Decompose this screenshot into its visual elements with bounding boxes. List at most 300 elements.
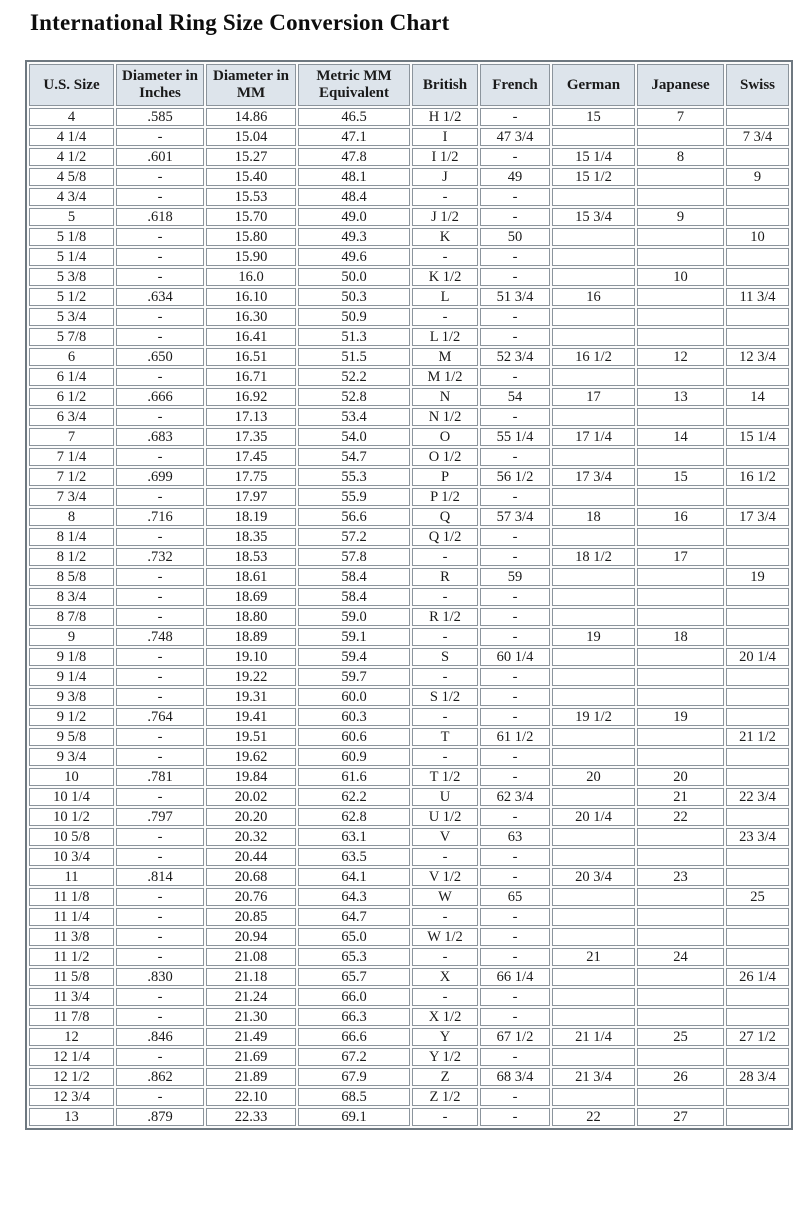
cell-us-size: 11 5/8 bbox=[29, 968, 114, 986]
cell-us-size: 5 3/8 bbox=[29, 268, 114, 286]
cell-diameter-mm: 17.75 bbox=[206, 468, 296, 486]
cell-german bbox=[552, 828, 635, 846]
cell-german: 21 bbox=[552, 948, 635, 966]
cell-british: Z bbox=[412, 1068, 478, 1086]
cell-diameter-mm: 17.45 bbox=[206, 448, 296, 466]
cell-german: 21 1/4 bbox=[552, 1028, 635, 1046]
cell-us-size: 5 7/8 bbox=[29, 328, 114, 346]
cell-metric-mm-equivalent: 59.4 bbox=[298, 648, 410, 666]
cell-us-size: 9 1/2 bbox=[29, 708, 114, 726]
cell-german: 17 bbox=[552, 388, 635, 406]
cell-french: 61 1/2 bbox=[480, 728, 550, 746]
cell-diameter-inches: .732 bbox=[116, 548, 204, 566]
cell-japanese: 27 bbox=[637, 1108, 724, 1126]
cell-french: - bbox=[480, 408, 550, 426]
cell-german: 21 3/4 bbox=[552, 1068, 635, 1086]
cell-german: 20 3/4 bbox=[552, 868, 635, 886]
cell-french: 59 bbox=[480, 568, 550, 586]
cell-diameter-inches: .601 bbox=[116, 148, 204, 166]
cell-diameter-mm: 17.35 bbox=[206, 428, 296, 446]
cell-us-size: 4 1/4 bbox=[29, 128, 114, 146]
cell-british: - bbox=[412, 188, 478, 206]
cell-metric-mm-equivalent: 47.8 bbox=[298, 148, 410, 166]
cell-british: J 1/2 bbox=[412, 208, 478, 226]
table-row bbox=[29, 208, 789, 226]
cell-french: - bbox=[480, 488, 550, 506]
table-row bbox=[29, 708, 789, 726]
cell-british: X 1/2 bbox=[412, 1008, 478, 1026]
cell-swiss bbox=[726, 708, 789, 726]
cell-french: 56 1/2 bbox=[480, 468, 550, 486]
cell-diameter-mm: 18.80 bbox=[206, 608, 296, 626]
cell-metric-mm-equivalent: 55.3 bbox=[298, 468, 410, 486]
cell-german bbox=[552, 608, 635, 626]
cell-japanese bbox=[637, 648, 724, 666]
cell-french: - bbox=[480, 548, 550, 566]
cell-japanese bbox=[637, 668, 724, 686]
cell-british: R bbox=[412, 568, 478, 586]
cell-diameter-mm: 19.22 bbox=[206, 668, 296, 686]
cell-diameter-inches: - bbox=[116, 1088, 204, 1106]
cell-japanese: 21 bbox=[637, 788, 724, 806]
table-row bbox=[29, 288, 789, 306]
cell-metric-mm-equivalent: 49.3 bbox=[298, 228, 410, 246]
cell-diameter-mm: 22.10 bbox=[206, 1088, 296, 1106]
cell-diameter-inches: - bbox=[116, 948, 204, 966]
cell-german: 16 bbox=[552, 288, 635, 306]
cell-swiss bbox=[726, 608, 789, 626]
cell-diameter-inches: .634 bbox=[116, 288, 204, 306]
cell-metric-mm-equivalent: 46.5 bbox=[298, 108, 410, 126]
cell-japanese bbox=[637, 168, 724, 186]
cell-diameter-mm: 21.08 bbox=[206, 948, 296, 966]
cell-diameter-mm: 15.04 bbox=[206, 128, 296, 146]
cell-diameter-inches: .666 bbox=[116, 388, 204, 406]
cell-diameter-inches: - bbox=[116, 788, 204, 806]
cell-us-size: 4 bbox=[29, 108, 114, 126]
cell-german: 15 1/4 bbox=[552, 148, 635, 166]
cell-diameter-mm: 19.84 bbox=[206, 768, 296, 786]
column-header-french: French bbox=[480, 64, 550, 106]
cell-diameter-mm: 15.40 bbox=[206, 168, 296, 186]
cell-metric-mm-equivalent: 65.7 bbox=[298, 968, 410, 986]
cell-diameter-mm: 20.85 bbox=[206, 908, 296, 926]
cell-us-size: 11 3/8 bbox=[29, 928, 114, 946]
cell-us-size: 9 5/8 bbox=[29, 728, 114, 746]
cell-swiss bbox=[726, 808, 789, 826]
cell-us-size: 11 1/8 bbox=[29, 888, 114, 906]
cell-us-size: 11 3/4 bbox=[29, 988, 114, 1006]
cell-japanese bbox=[637, 848, 724, 866]
cell-metric-mm-equivalent: 50.0 bbox=[298, 268, 410, 286]
cell-metric-mm-equivalent: 53.4 bbox=[298, 408, 410, 426]
cell-german: 19 bbox=[552, 628, 635, 646]
cell-french: - bbox=[480, 948, 550, 966]
cell-german bbox=[552, 908, 635, 926]
cell-diameter-inches: .797 bbox=[116, 808, 204, 826]
cell-diameter-mm: 20.32 bbox=[206, 828, 296, 846]
cell-diameter-mm: 16.92 bbox=[206, 388, 296, 406]
cell-metric-mm-equivalent: 58.4 bbox=[298, 568, 410, 586]
table-row bbox=[29, 428, 789, 446]
cell-british: - bbox=[412, 948, 478, 966]
column-header-british: British bbox=[412, 64, 478, 106]
cell-japanese: 22 bbox=[637, 808, 724, 826]
cell-french: - bbox=[480, 608, 550, 626]
table-row bbox=[29, 1108, 789, 1126]
cell-swiss bbox=[726, 1088, 789, 1106]
cell-french: 52 3/4 bbox=[480, 348, 550, 366]
cell-us-size: 6 1/2 bbox=[29, 388, 114, 406]
cell-diameter-inches: .879 bbox=[116, 1108, 204, 1126]
cell-metric-mm-equivalent: 60.0 bbox=[298, 688, 410, 706]
cell-french: - bbox=[480, 368, 550, 386]
cell-diameter-mm: 20.02 bbox=[206, 788, 296, 806]
cell-french: 66 1/4 bbox=[480, 968, 550, 986]
cell-japanese bbox=[637, 188, 724, 206]
cell-japanese: 8 bbox=[637, 148, 724, 166]
table-row bbox=[29, 228, 789, 246]
cell-japanese bbox=[637, 608, 724, 626]
cell-us-size: 11 1/2 bbox=[29, 948, 114, 966]
cell-japanese: 13 bbox=[637, 388, 724, 406]
cell-swiss: 15 1/4 bbox=[726, 428, 789, 446]
cell-metric-mm-equivalent: 57.2 bbox=[298, 528, 410, 546]
cell-french: - bbox=[480, 308, 550, 326]
cell-us-size: 5 3/4 bbox=[29, 308, 114, 326]
table-row bbox=[29, 588, 789, 606]
cell-french: - bbox=[480, 848, 550, 866]
cell-diameter-inches: .699 bbox=[116, 468, 204, 486]
cell-diameter-mm: 16.41 bbox=[206, 328, 296, 346]
cell-british: - bbox=[412, 1108, 478, 1126]
cell-swiss bbox=[726, 268, 789, 286]
cell-british: P bbox=[412, 468, 478, 486]
cell-metric-mm-equivalent: 65.3 bbox=[298, 948, 410, 966]
cell-diameter-mm: 19.41 bbox=[206, 708, 296, 726]
cell-us-size: 9 3/4 bbox=[29, 748, 114, 766]
cell-german: 15 3/4 bbox=[552, 208, 635, 226]
cell-japanese bbox=[637, 288, 724, 306]
cell-swiss: 25 bbox=[726, 888, 789, 906]
cell-british: V bbox=[412, 828, 478, 846]
cell-swiss: 21 1/2 bbox=[726, 728, 789, 746]
cell-swiss bbox=[726, 488, 789, 506]
cell-german: 22 bbox=[552, 1108, 635, 1126]
table-row bbox=[29, 648, 789, 666]
cell-french: 47 3/4 bbox=[480, 128, 550, 146]
cell-swiss: 11 3/4 bbox=[726, 288, 789, 306]
cell-diameter-mm: 21.49 bbox=[206, 1028, 296, 1046]
cell-british: I bbox=[412, 128, 478, 146]
cell-diameter-inches: .585 bbox=[116, 108, 204, 126]
cell-japanese: 24 bbox=[637, 948, 724, 966]
cell-diameter-mm: 15.70 bbox=[206, 208, 296, 226]
cell-british: - bbox=[412, 988, 478, 1006]
table-row bbox=[29, 768, 789, 786]
cell-metric-mm-equivalent: 50.9 bbox=[298, 308, 410, 326]
table-row bbox=[29, 928, 789, 946]
table-row bbox=[29, 528, 789, 546]
cell-metric-mm-equivalent: 61.6 bbox=[298, 768, 410, 786]
cell-diameter-mm: 15.90 bbox=[206, 248, 296, 266]
cell-diameter-inches: .683 bbox=[116, 428, 204, 446]
cell-metric-mm-equivalent: 54.0 bbox=[298, 428, 410, 446]
cell-japanese bbox=[637, 488, 724, 506]
cell-british: L 1/2 bbox=[412, 328, 478, 346]
cell-diameter-inches: .748 bbox=[116, 628, 204, 646]
cell-diameter-inches: - bbox=[116, 588, 204, 606]
cell-german bbox=[552, 528, 635, 546]
cell-japanese: 7 bbox=[637, 108, 724, 126]
table-row bbox=[29, 148, 789, 166]
cell-metric-mm-equivalent: 64.7 bbox=[298, 908, 410, 926]
cell-french: - bbox=[480, 928, 550, 946]
cell-french: - bbox=[480, 868, 550, 886]
cell-japanese: 20 bbox=[637, 768, 724, 786]
cell-metric-mm-equivalent: 50.3 bbox=[298, 288, 410, 306]
cell-japanese bbox=[637, 128, 724, 146]
cell-german bbox=[552, 448, 635, 466]
cell-metric-mm-equivalent: 66.6 bbox=[298, 1028, 410, 1046]
cell-swiss bbox=[726, 548, 789, 566]
cell-british: J bbox=[412, 168, 478, 186]
cell-metric-mm-equivalent: 49.0 bbox=[298, 208, 410, 226]
page-title: International Ring Size Conversion Chart bbox=[30, 10, 450, 35]
cell-japanese bbox=[637, 1088, 724, 1106]
cell-french: 67 1/2 bbox=[480, 1028, 550, 1046]
cell-diameter-inches: - bbox=[116, 608, 204, 626]
table-header-row bbox=[29, 64, 789, 106]
table-row bbox=[29, 168, 789, 186]
cell-german bbox=[552, 888, 635, 906]
cell-us-size: 8 5/8 bbox=[29, 568, 114, 586]
cell-diameter-mm: 15.53 bbox=[206, 188, 296, 206]
cell-british: - bbox=[412, 588, 478, 606]
cell-british: N 1/2 bbox=[412, 408, 478, 426]
cell-swiss bbox=[726, 928, 789, 946]
cell-diameter-mm: 15.80 bbox=[206, 228, 296, 246]
cell-british: - bbox=[412, 548, 478, 566]
cell-german: 20 bbox=[552, 768, 635, 786]
cell-japanese bbox=[637, 888, 724, 906]
cell-japanese bbox=[637, 408, 724, 426]
cell-french: - bbox=[480, 708, 550, 726]
cell-diameter-inches: - bbox=[116, 648, 204, 666]
cell-us-size: 8 1/2 bbox=[29, 548, 114, 566]
table-row bbox=[29, 608, 789, 626]
cell-british: N bbox=[412, 388, 478, 406]
cell-german bbox=[552, 648, 635, 666]
cell-japanese bbox=[637, 688, 724, 706]
column-header-us-size: U.S. Size bbox=[29, 64, 114, 106]
cell-french: - bbox=[480, 448, 550, 466]
cell-british: - bbox=[412, 908, 478, 926]
cell-us-size: 6 3/4 bbox=[29, 408, 114, 426]
cell-french: - bbox=[480, 908, 550, 926]
column-header-diameter-inches: Diameter in Inches bbox=[116, 64, 204, 106]
cell-metric-mm-equivalent: 63.5 bbox=[298, 848, 410, 866]
cell-us-size: 12 1/2 bbox=[29, 1068, 114, 1086]
cell-us-size: 5 bbox=[29, 208, 114, 226]
cell-diameter-inches: - bbox=[116, 448, 204, 466]
cell-us-size: 6 bbox=[29, 348, 114, 366]
cell-french: 50 bbox=[480, 228, 550, 246]
cell-british: U 1/2 bbox=[412, 808, 478, 826]
cell-swiss bbox=[726, 248, 789, 266]
table-row bbox=[29, 508, 789, 526]
cell-french: 51 3/4 bbox=[480, 288, 550, 306]
table-row bbox=[29, 348, 789, 366]
cell-french: - bbox=[480, 328, 550, 346]
table-row bbox=[29, 728, 789, 746]
cell-diameter-mm: 18.69 bbox=[206, 588, 296, 606]
cell-french: - bbox=[480, 1108, 550, 1126]
cell-diameter-mm: 16.30 bbox=[206, 308, 296, 326]
cell-swiss bbox=[726, 528, 789, 546]
cell-german bbox=[552, 268, 635, 286]
cell-british: T bbox=[412, 728, 478, 746]
cell-diameter-mm: 18.89 bbox=[206, 628, 296, 646]
cell-japanese bbox=[637, 928, 724, 946]
cell-german: 15 1/2 bbox=[552, 168, 635, 186]
cell-japanese bbox=[637, 588, 724, 606]
cell-french: 55 1/4 bbox=[480, 428, 550, 446]
table-row bbox=[29, 408, 789, 426]
cell-german: 17 1/4 bbox=[552, 428, 635, 446]
cell-us-size: 11 1/4 bbox=[29, 908, 114, 926]
cell-diameter-inches: - bbox=[116, 1008, 204, 1026]
table-row bbox=[29, 268, 789, 286]
table-row bbox=[29, 748, 789, 766]
cell-us-size: 5 1/2 bbox=[29, 288, 114, 306]
cell-metric-mm-equivalent: 59.1 bbox=[298, 628, 410, 646]
table-row bbox=[29, 548, 789, 566]
cell-japanese bbox=[637, 828, 724, 846]
cell-us-size: 9 1/4 bbox=[29, 668, 114, 686]
cell-diameter-inches: - bbox=[116, 168, 204, 186]
cell-british: X bbox=[412, 968, 478, 986]
cell-british: - bbox=[412, 248, 478, 266]
cell-japanese bbox=[637, 988, 724, 1006]
cell-us-size: 5 1/8 bbox=[29, 228, 114, 246]
cell-metric-mm-equivalent: 69.1 bbox=[298, 1108, 410, 1126]
cell-french: - bbox=[480, 1048, 550, 1066]
column-header-metric-mm-equivalent: Metric MM Equivalent bbox=[298, 64, 410, 106]
cell-german bbox=[552, 688, 635, 706]
cell-british: - bbox=[412, 628, 478, 646]
table-row bbox=[29, 688, 789, 706]
cell-german bbox=[552, 408, 635, 426]
cell-swiss: 26 1/4 bbox=[726, 968, 789, 986]
table-row bbox=[29, 968, 789, 986]
table-row bbox=[29, 908, 789, 926]
table-row bbox=[29, 128, 789, 146]
cell-diameter-mm: 18.61 bbox=[206, 568, 296, 586]
cell-british: Y bbox=[412, 1028, 478, 1046]
cell-japanese: 9 bbox=[637, 208, 724, 226]
cell-german bbox=[552, 328, 635, 346]
cell-swiss: 7 3/4 bbox=[726, 128, 789, 146]
table-row bbox=[29, 248, 789, 266]
cell-metric-mm-equivalent: 49.6 bbox=[298, 248, 410, 266]
cell-us-size: 10 3/4 bbox=[29, 848, 114, 866]
cell-metric-mm-equivalent: 54.7 bbox=[298, 448, 410, 466]
cell-diameter-mm: 21.18 bbox=[206, 968, 296, 986]
cell-diameter-mm: 19.31 bbox=[206, 688, 296, 706]
cell-diameter-inches: - bbox=[116, 528, 204, 546]
cell-german bbox=[552, 748, 635, 766]
cell-diameter-inches: - bbox=[116, 188, 204, 206]
cell-swiss bbox=[726, 208, 789, 226]
cell-german bbox=[552, 128, 635, 146]
cell-french: 54 bbox=[480, 388, 550, 406]
cell-french: - bbox=[480, 208, 550, 226]
cell-swiss: 16 1/2 bbox=[726, 468, 789, 486]
cell-german bbox=[552, 1088, 635, 1106]
table-row bbox=[29, 468, 789, 486]
cell-diameter-inches: - bbox=[116, 568, 204, 586]
table-row bbox=[29, 188, 789, 206]
cell-diameter-inches: - bbox=[116, 828, 204, 846]
cell-german: 17 3/4 bbox=[552, 468, 635, 486]
cell-german bbox=[552, 848, 635, 866]
cell-swiss bbox=[726, 848, 789, 866]
cell-metric-mm-equivalent: 58.4 bbox=[298, 588, 410, 606]
cell-diameter-inches: - bbox=[116, 848, 204, 866]
cell-swiss: 17 3/4 bbox=[726, 508, 789, 526]
cell-diameter-mm: 15.27 bbox=[206, 148, 296, 166]
cell-french: - bbox=[480, 248, 550, 266]
cell-diameter-inches: .830 bbox=[116, 968, 204, 986]
table-row bbox=[29, 988, 789, 1006]
cell-swiss: 27 1/2 bbox=[726, 1028, 789, 1046]
cell-metric-mm-equivalent: 67.9 bbox=[298, 1068, 410, 1086]
cell-british: Q bbox=[412, 508, 478, 526]
cell-swiss: 28 3/4 bbox=[726, 1068, 789, 1086]
cell-british: T 1/2 bbox=[412, 768, 478, 786]
cell-swiss bbox=[726, 368, 789, 386]
table-row bbox=[29, 1008, 789, 1026]
table-row bbox=[29, 448, 789, 466]
cell-swiss: 12 3/4 bbox=[726, 348, 789, 366]
table-row bbox=[29, 888, 789, 906]
table-row bbox=[29, 848, 789, 866]
cell-british: P 1/2 bbox=[412, 488, 478, 506]
cell-japanese: 14 bbox=[637, 428, 724, 446]
cell-us-size: 7 bbox=[29, 428, 114, 446]
cell-metric-mm-equivalent: 59.0 bbox=[298, 608, 410, 626]
cell-metric-mm-equivalent: 55.9 bbox=[298, 488, 410, 506]
cell-german: 16 1/2 bbox=[552, 348, 635, 366]
cell-us-size: 10 5/8 bbox=[29, 828, 114, 846]
cell-japanese bbox=[637, 308, 724, 326]
cell-swiss bbox=[726, 148, 789, 166]
table-row bbox=[29, 368, 789, 386]
cell-diameter-mm: 19.62 bbox=[206, 748, 296, 766]
cell-us-size: 11 bbox=[29, 868, 114, 886]
cell-german bbox=[552, 928, 635, 946]
cell-german bbox=[552, 488, 635, 506]
cell-german: 20 1/4 bbox=[552, 808, 635, 826]
cell-metric-mm-equivalent: 48.1 bbox=[298, 168, 410, 186]
cell-diameter-mm: 18.35 bbox=[206, 528, 296, 546]
cell-french: 49 bbox=[480, 168, 550, 186]
cell-german bbox=[552, 248, 635, 266]
cell-diameter-mm: 19.10 bbox=[206, 648, 296, 666]
cell-swiss bbox=[726, 588, 789, 606]
cell-us-size: 4 1/2 bbox=[29, 148, 114, 166]
